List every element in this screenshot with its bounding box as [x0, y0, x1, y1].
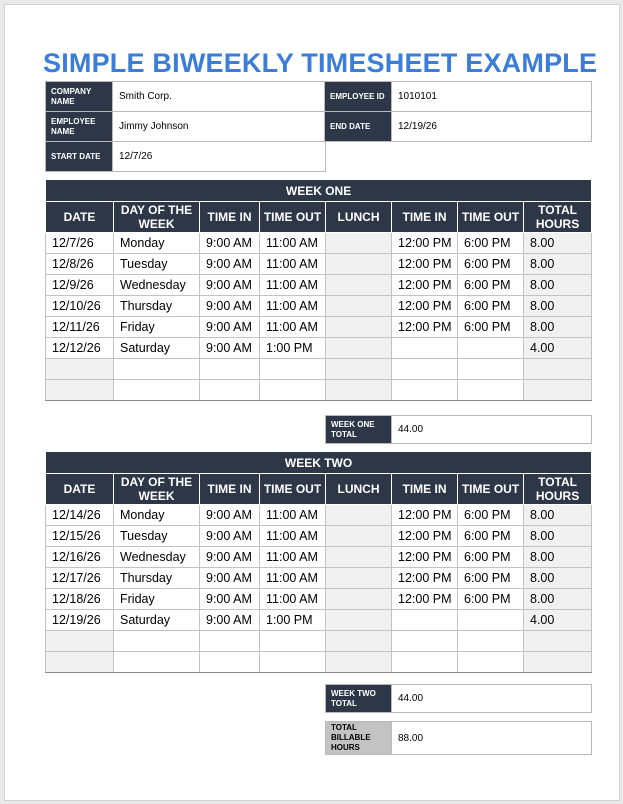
time-out-2-cell[interactable]: 6:00 PM	[458, 568, 524, 589]
time-out-2-cell[interactable]: 6:00 PM	[458, 526, 524, 547]
date-cell[interactable]: 12/19/26	[46, 610, 114, 631]
day-cell[interactable]: Thursday	[114, 296, 200, 317]
col-lunch-header: LUNCH	[326, 202, 392, 233]
lunch-cell[interactable]	[326, 589, 392, 610]
time-out-cell[interactable]: 1:00 PM	[260, 610, 326, 631]
table-row	[46, 233, 592, 254]
start-date-grid	[45, 141, 326, 172]
col-day-header: DAY OF THE WEEK	[114, 202, 200, 233]
date-cell[interactable]	[46, 631, 114, 652]
col-time-in-2-header: TIME IN	[392, 202, 458, 233]
total-hours-cell[interactable]: 8.00	[524, 547, 592, 568]
lunch-cell[interactable]	[326, 254, 392, 275]
time-out-2-cell[interactable]: 6:00 PM	[458, 589, 524, 610]
date-cell[interactable]: 12/8/26	[46, 254, 114, 275]
time-in-2-cell[interactable]	[392, 338, 458, 359]
page-title: SIMPLE BIWEEKLY TIMESHEET EXAMPLE	[43, 48, 598, 78]
col-time-out-2-header: TIME OUT	[458, 474, 524, 505]
table-row	[46, 296, 592, 317]
date-cell[interactable]: 12/16/26	[46, 547, 114, 568]
col-time-in-header: TIME IN	[200, 202, 260, 233]
time-in-cell[interactable]: 9:00 AM	[200, 568, 260, 589]
week-one-table	[45, 179, 592, 401]
lunch-cell[interactable]	[326, 652, 392, 673]
table-row	[46, 275, 592, 296]
time-in-2-cell[interactable]: 12:00 PM	[392, 275, 458, 296]
time-in-2-cell[interactable]	[392, 652, 458, 673]
time-in-2-cell[interactable]: 12:00 PM	[392, 505, 458, 526]
total-billable-label: TOTAL BILLABLE HOURS	[326, 722, 392, 755]
table-row	[46, 380, 592, 401]
time-out-cell[interactable]: 11:00 AM	[260, 317, 326, 338]
end-date-field[interactable]: 12/19/26	[392, 112, 592, 142]
time-out-cell[interactable]	[260, 652, 326, 673]
week-two-total-value: 44.00	[392, 685, 592, 713]
total-hours-cell[interactable]: 8.00	[524, 526, 592, 547]
employee-name-field[interactable]: Jimmy Johnson	[113, 112, 325, 142]
time-out-cell[interactable]: 11:00 AM	[260, 275, 326, 296]
time-in-2-cell[interactable]	[392, 631, 458, 652]
day-cell[interactable]	[114, 652, 200, 673]
time-out-cell[interactable]	[260, 380, 326, 401]
time-in-cell[interactable]: 9:00 AM	[200, 275, 260, 296]
lunch-cell[interactable]	[326, 610, 392, 631]
day-cell[interactable]	[114, 380, 200, 401]
total-hours-cell[interactable]	[524, 380, 592, 401]
date-cell[interactable]: 12/9/26	[46, 275, 114, 296]
day-cell[interactable]: Tuesday	[114, 526, 200, 547]
time-in-cell[interactable]: 9:00 AM	[200, 610, 260, 631]
time-out-2-cell[interactable]	[458, 610, 524, 631]
lunch-cell[interactable]	[326, 317, 392, 338]
time-out-cell[interactable]: 11:00 AM	[260, 568, 326, 589]
time-out-2-cell[interactable]: 6:00 PM	[458, 317, 524, 338]
col-date-header: DATE	[46, 474, 114, 505]
col-time-out-header: TIME OUT	[260, 202, 326, 233]
date-cell[interactable]: 12/15/26	[46, 526, 114, 547]
time-out-2-cell[interactable]: 6:00 PM	[458, 254, 524, 275]
total-hours-cell[interactable]: 4.00	[524, 338, 592, 359]
day-cell[interactable]: Monday	[114, 233, 200, 254]
total-hours-cell[interactable]: 8.00	[524, 275, 592, 296]
day-cell[interactable]: Wednesday	[114, 275, 200, 296]
time-in-cell[interactable]: 9:00 AM	[200, 526, 260, 547]
time-in-2-cell[interactable]: 12:00 PM	[392, 568, 458, 589]
total-hours-cell[interactable]: 8.00	[524, 505, 592, 526]
time-out-cell[interactable]	[260, 631, 326, 652]
date-cell[interactable]	[46, 359, 114, 380]
time-in-cell[interactable]: 9:00 AM	[200, 254, 260, 275]
week-two-total-box	[325, 684, 592, 713]
table-row	[46, 589, 592, 610]
lunch-cell[interactable]	[326, 631, 392, 652]
day-cell[interactable]: Saturday	[114, 338, 200, 359]
week-two-table	[45, 451, 592, 673]
time-in-cell[interactable]	[200, 359, 260, 380]
lunch-cell[interactable]	[326, 359, 392, 380]
company-name-label: COMPANY NAME	[46, 82, 113, 112]
start-date-field[interactable]: 12/7/26	[113, 142, 326, 172]
time-in-2-cell[interactable]: 12:00 PM	[392, 317, 458, 338]
total-hours-cell[interactable]: 8.00	[524, 568, 592, 589]
lunch-cell[interactable]	[326, 380, 392, 401]
lunch-cell[interactable]	[326, 296, 392, 317]
time-out-2-cell[interactable]	[458, 652, 524, 673]
date-cell[interactable]: 12/18/26	[46, 589, 114, 610]
time-out-2-cell[interactable]: 6:00 PM	[458, 275, 524, 296]
time-in-cell[interactable]: 9:00 AM	[200, 505, 260, 526]
time-in-cell[interactable]	[200, 380, 260, 401]
day-cell[interactable]: Saturday	[114, 610, 200, 631]
time-in-cell[interactable]: 9:00 AM	[200, 338, 260, 359]
time-out-cell[interactable]: 11:00 AM	[260, 547, 326, 568]
total-hours-cell[interactable]	[524, 652, 592, 673]
company-name-field[interactable]: Smith Corp.	[113, 82, 325, 112]
table-row	[46, 338, 592, 359]
table-row	[46, 547, 592, 568]
total-hours-cell[interactable]: 8.00	[524, 233, 592, 254]
table-row	[46, 631, 592, 652]
time-out-2-cell[interactable]	[458, 359, 524, 380]
employee-name-label: EMPLOYEE NAME	[46, 112, 113, 142]
employee-id-label: EMPLOYEE ID	[325, 82, 392, 112]
col-date-header: DATE	[46, 202, 114, 233]
table-row	[46, 568, 592, 589]
employee-info-grid	[45, 81, 592, 142]
time-in-cell[interactable]: 9:00 AM	[200, 547, 260, 568]
time-out-cell[interactable]: 11:00 AM	[260, 254, 326, 275]
lunch-cell[interactable]	[326, 233, 392, 254]
time-in-cell[interactable]	[200, 652, 260, 673]
employee-id-field[interactable]: 1010101	[392, 82, 592, 112]
col-time-out-header: TIME OUT	[260, 474, 326, 505]
week-one-band: WEEK ONE	[46, 180, 592, 202]
week-one-total-box	[325, 415, 592, 444]
total-billable-box	[325, 721, 592, 755]
time-out-cell[interactable]: 11:00 AM	[260, 526, 326, 547]
time-in-2-cell[interactable]: 12:00 PM	[392, 296, 458, 317]
table-row	[46, 610, 592, 631]
day-cell[interactable]: Friday	[114, 589, 200, 610]
lunch-cell[interactable]	[326, 547, 392, 568]
week-one-total-value: 44.00	[392, 416, 592, 444]
col-time-in-header: TIME IN	[200, 474, 260, 505]
date-cell[interactable]: 12/17/26	[46, 568, 114, 589]
date-cell[interactable]	[46, 652, 114, 673]
time-out-2-cell[interactable]	[458, 338, 524, 359]
lunch-cell[interactable]	[326, 568, 392, 589]
date-cell[interactable]: 12/10/26	[46, 296, 114, 317]
day-cell[interactable]: Thursday	[114, 568, 200, 589]
time-out-2-cell[interactable]	[458, 631, 524, 652]
time-out-cell[interactable]: 11:00 AM	[260, 233, 326, 254]
day-cell[interactable]: Tuesday	[114, 254, 200, 275]
time-in-cell[interactable]: 9:00 AM	[200, 589, 260, 610]
table-row	[46, 652, 592, 673]
time-in-2-cell[interactable]: 12:00 PM	[392, 526, 458, 547]
week-two-band: WEEK TWO	[46, 452, 592, 474]
date-cell[interactable]: 12/12/26	[46, 338, 114, 359]
total-hours-cell[interactable]: 8.00	[524, 317, 592, 338]
time-out-2-cell[interactable]: 6:00 PM	[458, 233, 524, 254]
table-row	[46, 254, 592, 275]
total-hours-cell[interactable]: 4.00	[524, 610, 592, 631]
day-cell[interactable]: Friday	[114, 317, 200, 338]
total-hours-cell[interactable]	[524, 359, 592, 380]
time-out-cell[interactable]	[260, 359, 326, 380]
timesheet-page	[4, 4, 620, 801]
start-date-label: START DATE	[46, 142, 113, 172]
lunch-cell[interactable]	[326, 275, 392, 296]
col-day-header: DAY OF THE WEEK	[114, 474, 200, 505]
end-date-label: END DATE	[325, 112, 392, 142]
col-time-in-2-header: TIME IN	[392, 474, 458, 505]
time-in-2-cell[interactable]	[392, 380, 458, 401]
time-in-2-cell[interactable]: 12:00 PM	[392, 254, 458, 275]
time-in-2-cell[interactable]: 12:00 PM	[392, 233, 458, 254]
day-cell[interactable]: Wednesday	[114, 547, 200, 568]
time-out-2-cell[interactable]	[458, 380, 524, 401]
time-out-2-cell[interactable]: 6:00 PM	[458, 505, 524, 526]
time-out-cell[interactable]: 11:00 AM	[260, 589, 326, 610]
time-in-cell[interactable]: 9:00 AM	[200, 296, 260, 317]
time-in-cell[interactable]	[200, 631, 260, 652]
col-total-hours-header: TOTAL HOURS	[524, 202, 592, 233]
time-in-2-cell[interactable]: 12:00 PM	[392, 589, 458, 610]
week-one-total-label: WEEK ONE TOTAL	[326, 416, 392, 444]
table-row	[46, 359, 592, 380]
col-lunch-header: LUNCH	[326, 474, 392, 505]
time-in-2-cell[interactable]	[392, 359, 458, 380]
total-hours-cell[interactable]	[524, 631, 592, 652]
total-hours-cell[interactable]: 8.00	[524, 296, 592, 317]
col-time-out-2-header: TIME OUT	[458, 202, 524, 233]
date-cell[interactable]	[46, 380, 114, 401]
total-hours-cell[interactable]: 8.00	[524, 254, 592, 275]
table-row	[46, 317, 592, 338]
day-cell[interactable]: Monday	[114, 505, 200, 526]
time-out-2-cell[interactable]: 6:00 PM	[458, 296, 524, 317]
time-out-cell[interactable]: 11:00 AM	[260, 296, 326, 317]
lunch-cell[interactable]	[326, 505, 392, 526]
time-in-cell[interactable]: 9:00 AM	[200, 233, 260, 254]
table-row	[46, 505, 592, 526]
time-in-2-cell[interactable]	[392, 610, 458, 631]
time-out-cell[interactable]: 11:00 AM	[260, 505, 326, 526]
time-out-cell[interactable]: 1:00 PM	[260, 338, 326, 359]
day-cell[interactable]	[114, 359, 200, 380]
day-cell[interactable]	[114, 631, 200, 652]
time-in-cell[interactable]: 9:00 AM	[200, 317, 260, 338]
col-total-hours-header: TOTAL HOURS	[524, 474, 592, 505]
date-cell[interactable]: 12/14/26	[46, 505, 114, 526]
date-cell[interactable]: 12/11/26	[46, 317, 114, 338]
time-out-2-cell[interactable]: 6:00 PM	[458, 547, 524, 568]
lunch-cell[interactable]	[326, 526, 392, 547]
table-row	[46, 526, 592, 547]
total-billable-value: 88.00	[392, 722, 592, 755]
total-hours-cell[interactable]: 8.00	[524, 589, 592, 610]
date-cell[interactable]: 12/7/26	[46, 233, 114, 254]
time-in-2-cell[interactable]: 12:00 PM	[392, 547, 458, 568]
week-two-total-label: WEEK TWO TOTAL	[326, 685, 392, 713]
lunch-cell[interactable]	[326, 338, 392, 359]
